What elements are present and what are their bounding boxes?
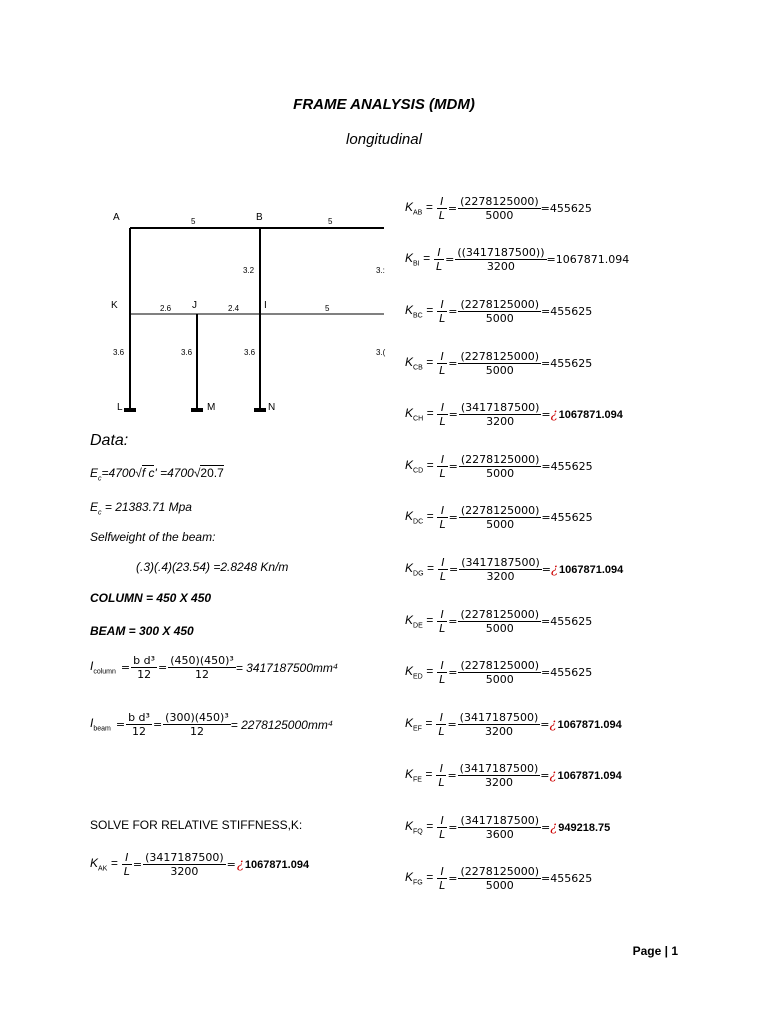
k-label: $K_{CB}$ = [405, 355, 434, 372]
k-fraction: $\frac{(3417187500)}{3200}$ [461, 556, 540, 583]
k-label: $K_{CH}$ = [405, 406, 434, 423]
joint-m: M [207, 402, 216, 413]
page-number: Page | 1 [632, 944, 678, 958]
k-result-bold: 1067871.094 [559, 563, 624, 576]
k-fraction: $\frac{(3417187500)}{3200}$ [459, 762, 539, 789]
i-over-l: $\frac{I}{L}$ [438, 711, 445, 738]
k-label: $K_{BC}$ = [405, 303, 434, 320]
joint-n: N [268, 402, 276, 413]
k-fraction: $\frac{(3417187500)}{3600}$ [460, 814, 540, 841]
i-over-l: $\frac{I}{L}$ [439, 401, 446, 428]
stiffness-row: $K_{CD}$ = $\frac{I}{L}$ = $\frac{(2278125000)}{5000}$ =455625 [405, 453, 593, 480]
k-fraction: $\frac{(3417187500)}{3200}$ [459, 711, 539, 738]
k-fraction: $\frac{(2278125000)}{5000}$ [460, 504, 540, 531]
k-glyph: ¿ [551, 562, 558, 577]
k-label: $K_{DG}$ = [405, 561, 434, 578]
stiffness-row: $K_{DG}$ = $\frac{I}{L}$ = $\frac{(3417187500)}{3200}$ = ¿ 1067871.094 [405, 556, 624, 583]
k-result: =1067871.094 [546, 253, 630, 266]
stiffness-row: $K_{EF}$ = $\frac{I}{L}$ = $\frac{(3417187500)}{3200}$ = ¿ 1067871.094 [405, 711, 622, 738]
i-over-l: $\frac{I}{L}$ [439, 556, 446, 583]
label-ab: 5 [191, 217, 196, 226]
k-result: =455625 [541, 872, 593, 885]
k-glyph: ¿ [550, 407, 558, 422]
page-subtitle: longitudinal [346, 131, 422, 148]
k-fraction: $\frac{(2278125000)}{5000}$ [460, 608, 540, 635]
selfweight-label: Selfweight of the beam: [90, 530, 216, 544]
k-result: = [540, 718, 550, 731]
stiffness-row: $K_{BC}$ = $\frac{I}{L}$ = $\frac{(2278125000)}{5000}$ =455625 [405, 298, 593, 325]
stiffness-row: $K_{FQ}$ = $\frac{I}{L}$ = $\frac{(3417187500)}{3600}$ = ¿ 949218.75 [405, 814, 611, 841]
support-m [191, 408, 203, 412]
k-label: $K_{EF}$ = [405, 716, 433, 733]
label-cut-top: 3.: [376, 266, 385, 275]
k-result: = [541, 408, 551, 421]
i-over-l: $\frac{I}{L}$ [439, 659, 446, 686]
joint-a: A [113, 212, 120, 223]
k-glyph: ¿ [549, 717, 557, 732]
joint-i: I [264, 300, 267, 311]
k-result: =455625 [541, 460, 593, 473]
selfweight-calc: (.3)(.4)(23.54) =2.8248 Kn/m [136, 560, 289, 574]
k-result-bold: 949218.75 [558, 821, 611, 834]
k-result-bold: 1067871.094 [557, 718, 622, 731]
i-over-l: $\frac{I}{L}$ [439, 504, 446, 531]
support-l [124, 408, 136, 412]
k-fraction: $\frac{(2278125000)}{5000}$ [460, 453, 540, 480]
stiffness-row: $K_{FE}$ = $\frac{I}{L}$ = $\frac{(3417187500)}{3200}$ = ¿ 1067871.094 [405, 762, 622, 789]
stiffness-row: $K_{CH}$ = $\frac{I}{L}$ = $\frac{(3417187500)}{3200}$ = ¿ 1067871.094 [405, 401, 623, 428]
k-label: $K_{ED}$ = [405, 664, 434, 681]
i-over-l: $\frac{I}{L}$ [438, 195, 445, 222]
k-glyph: ¿ [550, 820, 558, 835]
label-i-right: 5 [325, 304, 330, 313]
i-column-formula: $I_{column}$ = $\frac{\text{b d³}}{12}$ = $\frac{\text{(450)(450)³}}{12}$ = 3417187500mm⁴ [90, 654, 339, 681]
k-fraction: $\frac{(2278125000)}{5000}$ [460, 865, 540, 892]
solve-heading: SOLVE FOR RELATIVE STIFFNESS,K: [90, 818, 303, 832]
ec-value: $E_c = 21383.71$ Mpa [90, 500, 192, 517]
i-over-l: $\frac{I}{L}$ [439, 608, 446, 635]
k-label: $K_{AB}$ = [405, 200, 433, 217]
k-result: = [541, 821, 551, 834]
stiffness-row: $K_{DC}$ = $\frac{I}{L}$ = $\frac{(2278125000)}{5000}$ =455625 [405, 504, 593, 531]
label-col-l: 3.6 [113, 348, 125, 357]
i-over-l: $\frac{I}{L}$ [439, 350, 446, 377]
k-result: =455625 [541, 511, 593, 524]
label-b-right: 5 [328, 217, 333, 226]
frame-diagram [100, 200, 390, 430]
i-over-l: $\frac{I}{L}$ [438, 762, 445, 789]
k-result: =455625 [541, 357, 593, 370]
k-ak-formula: $K_{AK}$ = $\frac{I}{L}$ = $\frac{(3417187500)}{3200}$ = ¿ 1067871.094 [90, 851, 310, 878]
k-result-bold: 1067871.094 [557, 769, 622, 782]
k-fraction: $\frac{(2278125000)}{5000}$ [460, 195, 539, 222]
i-over-l: $\frac{I}{L}$ [435, 246, 443, 273]
data-heading: Data: [90, 432, 129, 449]
i-over-l: $\frac{I}{L}$ [439, 814, 446, 841]
stiffness-row: $K_{FG}$ = $\frac{I}{L}$ = $\frac{(2278125000)}{5000}$ =455625 [405, 865, 593, 892]
joint-j: J [192, 300, 197, 311]
k-label: $K_{DC}$ = [405, 509, 434, 526]
k-fraction: $\frac{(3417187500)}{3200}$ [460, 401, 540, 428]
k-label: $K_{FG}$ = [405, 870, 434, 887]
k-label: $K_{CD}$ = [405, 458, 434, 475]
stiffness-row: $K_{BI}$ = $\frac{I}{L}$ = $\frac{((3417187500))}{3200}$ =1067871.094 [405, 246, 630, 273]
stiffness-row: $K_{CB}$ = $\frac{I}{L}$ = $\frac{(2278125000)}{5000}$ =455625 [405, 350, 593, 377]
ec-formula: $E_c=4700√f$ c' =4700√20.7 [90, 466, 224, 483]
joint-l: L [117, 402, 123, 413]
k-result-bold: 1067871.094 [558, 408, 623, 421]
k-label: $K_{DE}$ = [405, 613, 434, 630]
joint-k: K [111, 300, 118, 311]
k-fraction: $\frac{(2278125000)}{5000}$ [460, 659, 540, 686]
k-result: =455625 [541, 666, 593, 679]
stiffness-row: $K_{AB}$ = $\frac{I}{L}$ = $\frac{(2278125000)}{5000}$ =455625 [405, 195, 592, 222]
stiffness-row: $K_{ED}$ = $\frac{I}{L}$ = $\frac{(2278125000)}{5000}$ =455625 [405, 659, 593, 686]
k-label: $K_{FQ}$ = [405, 819, 434, 836]
page-title: FRAME ANALYSIS (MDM) [293, 96, 475, 113]
k-fraction: $\frac{((3417187500))}{3200}$ [457, 246, 545, 273]
beam-size: BEAM = 300 X 450 [90, 624, 194, 638]
i-over-l: $\frac{I}{L}$ [439, 298, 446, 325]
support-n [254, 408, 266, 412]
k-glyph: ¿ [549, 768, 557, 783]
i-over-l: $\frac{I}{L}$ [439, 865, 446, 892]
k-result: = [540, 769, 550, 782]
label-ji: 2.4 [228, 304, 240, 313]
joint-b: B [256, 212, 263, 223]
stiffness-row: $K_{DE}$ = $\frac{I}{L}$ = $\frac{(2278125000)}{5000}$ =455625 [405, 608, 593, 635]
i-over-l: $\frac{I}{L}$ [439, 453, 446, 480]
label-b-col: 3.2 [243, 266, 255, 275]
column-size: COLUMN = 450 X 450 [90, 591, 212, 605]
k-result: =455625 [541, 305, 593, 318]
k-label: $K_{BI}$ = [405, 251, 430, 268]
i-beam-formula: $I_{beam}$ = $\frac{\text{b d³}}{12}$ = $\frac{\text{(300)(450)³}}{12}$ = 2278125000mm⁴ [90, 711, 334, 738]
k-label: $K_{FE}$ = [405, 767, 433, 784]
label-cut-bot: 3.( [376, 348, 386, 357]
label-col-j: 3.6 [181, 348, 193, 357]
k-fraction: $\frac{(2278125000)}{5000}$ [460, 350, 540, 377]
k-fraction: $\frac{(2278125000)}{5000}$ [460, 298, 540, 325]
label-col-i: 3.6 [244, 348, 256, 357]
k-result: =455625 [541, 615, 593, 628]
k-result: = [541, 563, 552, 576]
label-kj: 2.6 [160, 304, 172, 313]
k-result: =455625 [540, 202, 592, 215]
